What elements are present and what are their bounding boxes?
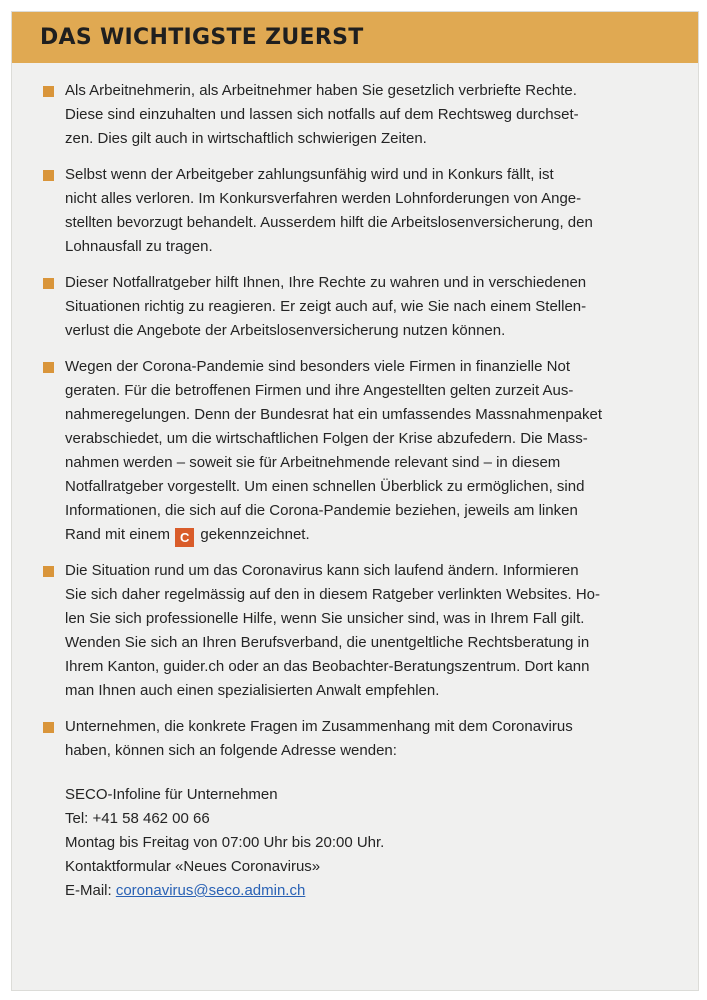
bullet-list: [12, 63, 698, 763]
list-item: [43, 79, 676, 151]
email-label: E-Mail:: [65, 882, 112, 899]
square-bullet-icon: [43, 362, 54, 373]
text-line: Dieser Notfallratgeber hilft Ihnen, Ihre Rechte zu wahren und in verschiedenen: [65, 274, 587, 291]
text-line: verabschiedet, um die wirtschaftlichen Folgen der Krise abzufedern. Die Mass-: [65, 430, 588, 447]
email-link[interactable]: coronavirus@seco.admin.ch: [115, 882, 306, 899]
text-line: Ihrem Kanton, guider.ch oder an das Beobachter-Beratungszentrum. Dort kann: [65, 658, 590, 675]
text-line: haben, können sich an folgende Adresse wenden:: [65, 742, 397, 759]
section-title: DAS WICHTIGSTE ZUERST: [40, 25, 364, 50]
corona-badge-icon: C: [175, 528, 194, 547]
text-line: nicht alles verloren. Im Konkursverfahren werden Lohnforderungen von Ange-: [65, 190, 582, 207]
square-bullet-icon: [43, 86, 54, 97]
text-line: nahmen werden – soweit sie für Arbeitnehmende relevant sind – in diesem: [65, 454, 561, 471]
list-item: [43, 271, 676, 343]
text-fragment: Rand mit einem: [65, 526, 171, 543]
list-item: [43, 355, 676, 547]
list-item: [43, 163, 676, 259]
square-bullet-icon: [43, 566, 54, 577]
contact-phone: Tel: +41 58 462 00 66: [65, 810, 210, 827]
contact-form: Kontaktformular «Neues Coronavirus»: [65, 858, 321, 875]
text-line: Wegen der Corona-Pandemie sind besonders viele Firmen in finanzielle Not: [65, 358, 570, 375]
text-line: verlust die Angebote der Arbeitslosenversicherung nutzen können.: [65, 322, 506, 339]
text-line: Sie sich daher regelmässig auf den in diesem Ratgeber verlinkten Websites. Ho-: [65, 586, 600, 603]
list-item: [43, 559, 676, 703]
text-line: Unternehmen, die konkrete Fragen im Zusammenhang mit dem Coronavirus: [65, 718, 573, 735]
text-line-with-badge: [65, 523, 676, 547]
text-line: Als Arbeitnehmerin, als Arbeitnehmer haben Sie gesetzlich verbriefte Rechte.: [65, 82, 577, 99]
text-line: nahmeregelungen. Denn der Bundesrat hat ein umfassendes Massnahmenpaket: [65, 406, 603, 423]
text-line: len Sie sich professionelle Hilfe, wenn Sie unsicher sind, was in Ihrem Fall gilt.: [65, 610, 585, 627]
text-line: Situationen richtig zu reagieren. Er zeigt auch auf, wie Sie nach einem Stellen-: [65, 298, 587, 315]
text-fragment: gekennzeichnet.: [200, 526, 310, 543]
text-line: Die Situation rund um das Coronavirus kann sich laufend ändern. Informieren: [65, 562, 579, 579]
text-line: Wenden Sie sich an Ihren Berufsverband, die unentgeltliche Rechtsberatung in: [65, 634, 590, 651]
text-line: zen. Dies gilt auch in wirtschaftlich schwierigen Zeiten.: [65, 130, 427, 147]
text-line: Selbst wenn der Arbeitgeber zahlungsunfähig wird und in Konkurs fällt, ist: [65, 166, 554, 183]
text-line: stellten bevorzugt behandelt. Ausserdem hilft die Arbeitslosenversicherung, den: [65, 214, 593, 231]
square-bullet-icon: [43, 722, 54, 733]
info-box: [11, 11, 699, 991]
contact-org: SECO-Infoline für Unternehmen: [65, 786, 278, 803]
section-header: [12, 12, 698, 63]
text-line: Lohnausfall zu tragen.: [65, 238, 213, 255]
text-line: Notfallratgeber vorgestellt. Um einen schnellen Überblick zu ermöglichen, sind: [65, 478, 585, 495]
contact-block: [12, 783, 698, 903]
text-line: geraten. Für die betroffenen Firmen und ihre Angestellten gelten zurzeit Aus-: [65, 382, 574, 399]
text-line: Informationen, die sich auf die Corona-Pandemie beziehen, jeweils am linken: [65, 502, 578, 519]
square-bullet-icon: [43, 278, 54, 289]
list-item: [43, 715, 676, 763]
text-line: man Ihnen auch einen spezialisierten Anwalt empfehlen.: [65, 682, 440, 699]
text-line: Diese sind einzuhalten und lassen sich notfalls auf dem Rechtsweg durchset-: [65, 106, 579, 123]
square-bullet-icon: [43, 170, 54, 181]
contact-hours: Montag bis Freitag von 07:00 Uhr bis 20:00 Uhr.: [65, 834, 385, 851]
contact-email-line: [65, 879, 698, 903]
